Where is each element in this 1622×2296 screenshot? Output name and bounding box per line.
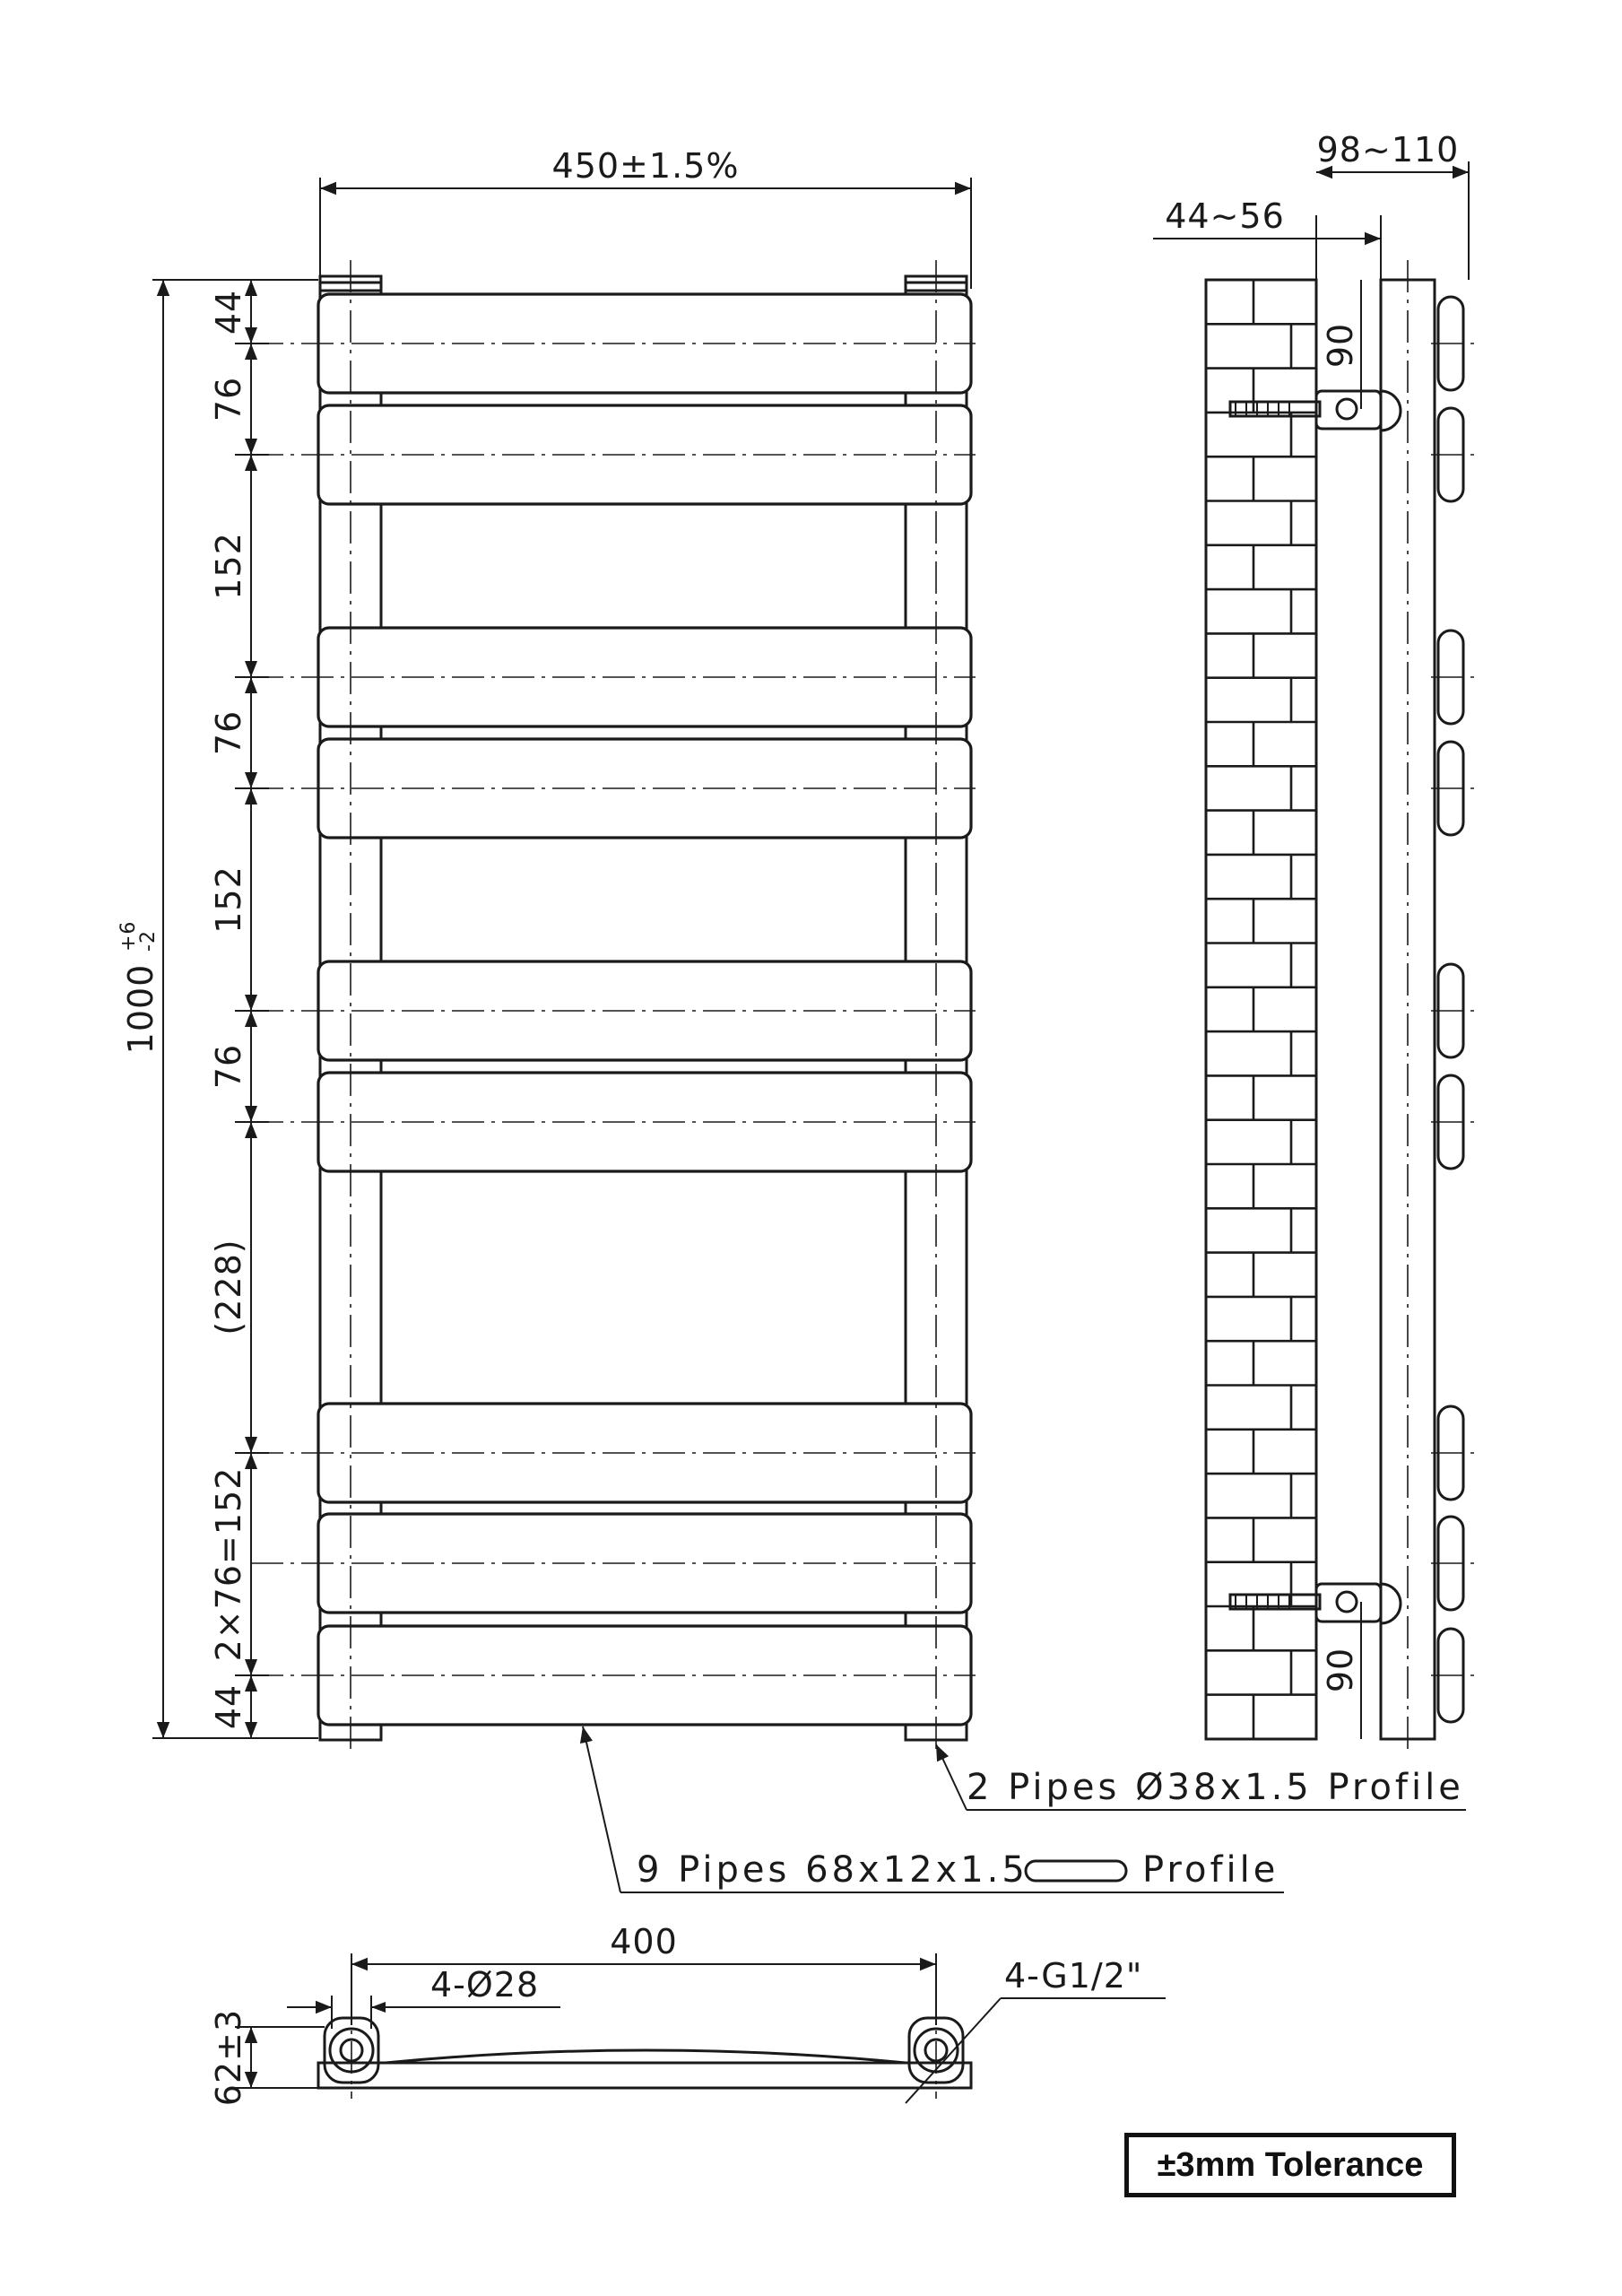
horizontal-bars	[318, 294, 971, 1725]
spacing-label-3: 152	[209, 532, 248, 600]
bar-profiles	[1431, 297, 1476, 1722]
bottom-bracket-offset: 90	[1321, 1647, 1360, 1693]
top-bracket-offset: 90	[1321, 322, 1360, 369]
spacing-label-5: 152	[209, 865, 248, 934]
horizontal-pipes-callout: 9 Pipes 68x12x1.5	[637, 1849, 1028, 1891]
spacing-label-6: 76	[209, 1043, 248, 1090]
front-view	[117, 146, 1466, 1892]
flat-profile-icon	[1026, 1861, 1126, 1881]
spacing-label-2: 76	[209, 376, 248, 422]
spacing-label-4: 76	[209, 709, 248, 756]
overall-depth-dimension: 98~110	[1316, 130, 1460, 170]
svg-text:+6: +6	[117, 920, 140, 952]
spacing-chain	[209, 280, 318, 1738]
svg-text:-2: -2	[137, 930, 160, 952]
thread-callout: 4-G1/2"	[1004, 1956, 1143, 1996]
wall-depth-dimension: 44~56	[1165, 196, 1285, 236]
svg-text:1000: 1000	[121, 963, 160, 1055]
brick-pattern	[1206, 280, 1316, 1739]
vertical-pipes-callout: 2 Pipes Ø38x1.5 Profile	[967, 1767, 1464, 1808]
horizontal-pipes-callout-suffix: Profile	[1142, 1849, 1279, 1891]
spacing-label-8: 2×76=152	[209, 1466, 248, 1662]
tolerance-note: ±3mm Tolerance	[1124, 2133, 1456, 2197]
pipe-callouts	[583, 1726, 1466, 1892]
spacing-label-9: 44	[209, 1683, 248, 1730]
brick-wall	[1206, 280, 1316, 1739]
centers-dimension: 400	[610, 1922, 678, 1961]
side-view	[1153, 130, 1476, 1753]
height-tolerance-dimension: 62±3	[209, 2008, 248, 2107]
top-view-bar	[318, 2063, 971, 2088]
pipe-diameter-dimension: 4-Ø28	[430, 1965, 540, 2005]
width-dimension: 450±1.5%	[551, 146, 740, 186]
bottom-bracket	[1230, 1584, 1401, 1623]
spacing-label-1: 44	[209, 289, 248, 335]
height-dimension	[117, 921, 160, 1055]
top-view	[209, 1922, 1166, 2106]
top-bracket	[1230, 391, 1401, 430]
spacing-label-7: (228)	[209, 1239, 248, 1335]
